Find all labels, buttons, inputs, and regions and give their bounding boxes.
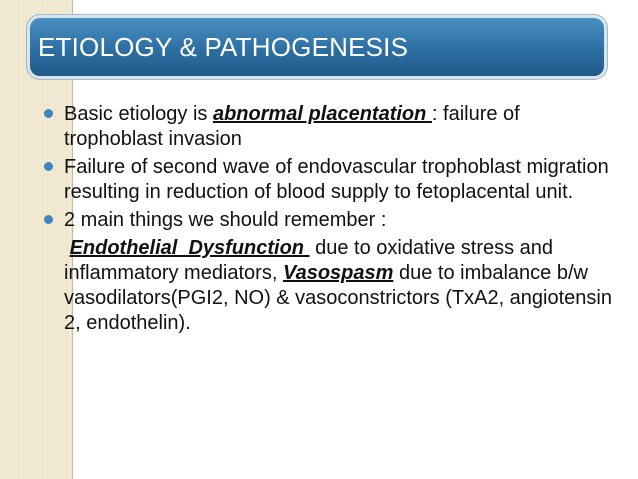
- bullet-item-remember: [40, 208, 620, 233]
- bullet-item-second-wave: [40, 155, 620, 205]
- bullet-text: 2 main things we should remember :: [64, 209, 387, 231]
- bullet-text: Failure of second wave of endovascular trophoblast migration resulting in reduction of blood supply to fetoplacental unit.: [64, 156, 609, 203]
- emphasis-vasospasm: Vasospasm: [282, 262, 394, 284]
- bullet-dot-icon: [44, 109, 53, 118]
- bullet-text-tail: : failure of trophoblast invasion: [64, 103, 520, 150]
- paragraph-tail: due to imbalance b/w vasodilators(PGI2, NO) & vasoconstrictors (TxA2, angiotensin 2, endothelin).: [64, 262, 612, 334]
- bullet-text-lead: Basic etiology is: [64, 103, 213, 125]
- bullet-item-etiology: [40, 102, 620, 152]
- bullet-dot-icon: [44, 162, 53, 171]
- paragraph-mid: due to oxidative stress and inflammatory mediators,: [64, 237, 554, 284]
- slide-body: [40, 102, 620, 356]
- detail-paragraph: [40, 236, 620, 336]
- bullet-dot-icon: [44, 215, 53, 224]
- emphasis-abnormal-placentation: abnormal placentation: [212, 103, 432, 125]
- emphasis-endothelial-dysfunction: Endothelial Dysfunction: [69, 237, 310, 259]
- slide-title: ETIOLOGY & PATHOGENESIS: [38, 32, 409, 62]
